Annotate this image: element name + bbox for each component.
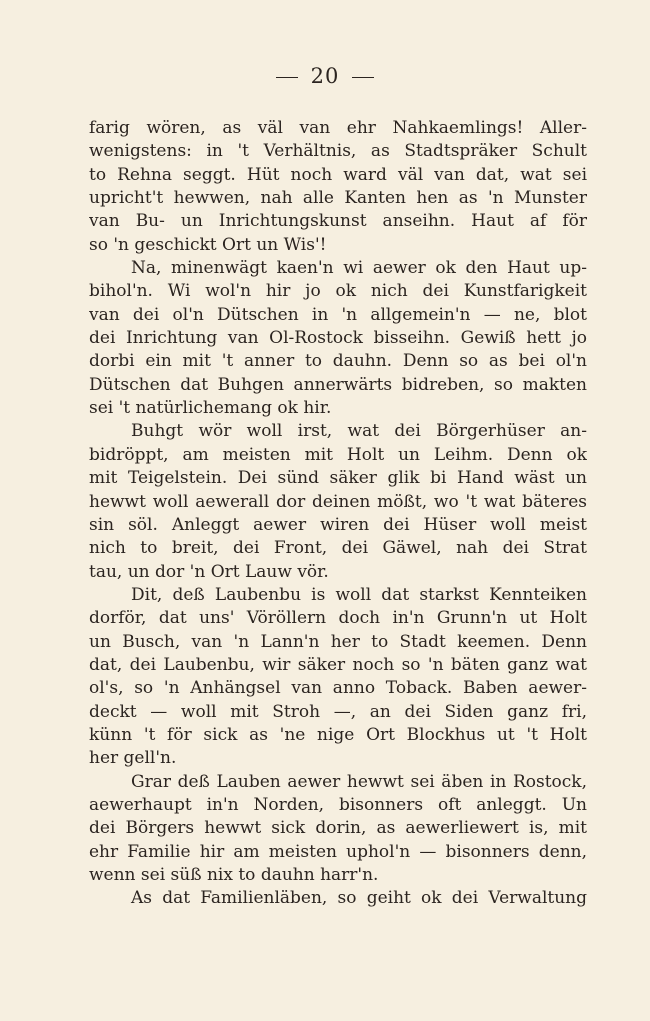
text-line: hewwt woll aewerall dor deinen mößt, wo 't wat bäteres (89, 491, 587, 512)
text-line: nich to breit, dei Front, dei Gäwel, nah dei Strat (89, 538, 587, 559)
text-line: aewerhaupt in'n Norden, bisonners oft anleggt. Un (89, 794, 587, 815)
text-line: ehr Familie hir am meisten uphol'n — bisonners denn, (89, 841, 587, 862)
text-line: Dit, deß Laubenbu is woll dat starkst Kennteiken (131, 584, 587, 605)
text-line: dat, dei Laubenbu, wir säker noch so 'n bäten ganz wat (89, 654, 587, 675)
text-line: wenn sei süß nix to dauhn harr'n. (89, 865, 379, 885)
text-line: so 'n geschickt Ort un Wis'! (89, 234, 327, 255)
text-line: un Busch, van 'n Lann'n her to Stadt keemen. Denn (89, 631, 587, 652)
text-line: bihol'n. Wi wol'n hir jo ok nich dei Kunstfarigkeit (89, 281, 587, 302)
text-line: van dei ol'n Dütschen in 'n allgemein'n — ne, blot (89, 304, 587, 325)
text-line: dorbi ein mit 't anner to dauhn. Denn so as bei ol'n (89, 351, 587, 372)
text-line: van Bu- un Inrichtungskunst anseihn. Haut af för (89, 211, 587, 232)
page-header (0, 64, 650, 88)
text-line: As dat Familienläben, so geiht ok dei Verwaltung (131, 888, 587, 909)
text-line: her gell'n. (89, 748, 177, 769)
text-line: Grar deß Lauben aewer hewwt sei äben in Rostock, (131, 771, 587, 792)
text-line: wenigstens: in 't Verhältnis, as Stadtspräker Schult (89, 141, 587, 162)
text-line: Na, minenwägt kaen'n wi aewer ok den Haut up- (131, 258, 587, 279)
header-dash-left (276, 77, 298, 79)
text-line: upricht't hewwen, nah alle Kanten hen as 'n Munster (89, 188, 587, 209)
text-line: sei 't natürlichemang ok hir. (89, 398, 332, 419)
text-line: to Rehna seggt. Hüt noch ward väl van dat, wat sei (89, 164, 587, 185)
text-line: dorför, dat uns' Vöröllern doch in'n Grunn'n ut Holt (89, 608, 587, 629)
text-line: sin söl. Anleggt aewer wiren dei Hüser woll meist (89, 514, 587, 535)
text-line: deckt — woll mit Stroh —, an dei Siden ganz fri, (89, 701, 587, 722)
text-line: bidröppt, am meisten mit Holt un Leihm. Denn ok (89, 444, 587, 465)
text-line: tau, un dor 'n Ort Lauw vör. (89, 561, 329, 582)
text-line: künn 't för sick as 'ne nige Ort Blockhus ut 't Holt (89, 724, 587, 745)
text-line: ol's, so 'n Anhängsel van anno Toback. Baben aewer- (89, 678, 587, 699)
text-line: dei Inrichtung van Ol-Rostock bisseihn. Gewiß hett jo (89, 328, 587, 349)
text-line: Dütschen dat Buhgen annerwärts bidreben, so makten (89, 374, 587, 395)
text-line: farig wören, as väl van ehr Nahkaemlings! Aller- (89, 118, 587, 138)
text-line: dei Börgers hewwt sick dorin, as aewerliewert is, mit (89, 818, 587, 839)
page-number: 20 (310, 64, 340, 88)
text-line: mit Teigelstein. Dei sünd säker glik bi Hand wäst un (89, 468, 587, 489)
body-text (89, 117, 587, 911)
header-dash-right (352, 77, 374, 79)
text-line: Buhgt wör woll irst, wat dei Börgerhüser an- (131, 421, 587, 442)
